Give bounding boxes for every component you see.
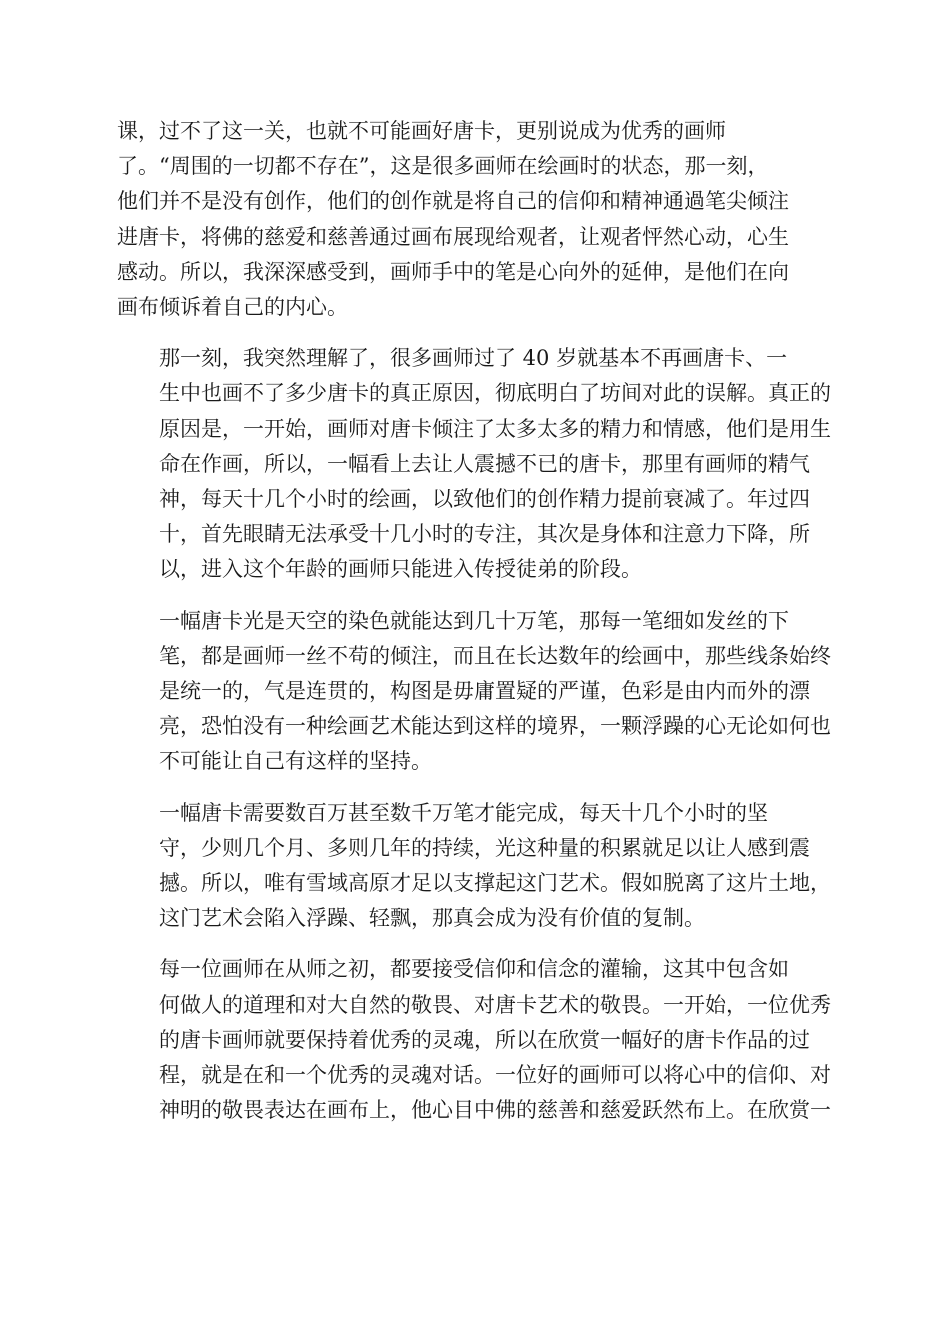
- text-line: 亮，恐怕没有一种绘画艺术能达到这样的境界，一颗浮躁的心无论如何也: [159, 714, 831, 739]
- text-line: 他们并不是没有创作，他们的创作就是将自己的信仰和精神通過笔尖倾注: [117, 189, 789, 214]
- paragraph-2: [117, 341, 835, 587]
- text-line: 程，就是在和一个优秀的灵魂对话。一位好的画师可以将心中的信仰、对: [159, 1063, 831, 1088]
- text-line: 这门艺术会陷入浮躁、轻飘，那真会成为没有价值的复制。: [159, 906, 705, 931]
- text-line: 命在作画，所以，一幅看上去让人震撼不已的唐卡，那里有画师的精气: [159, 451, 810, 476]
- text-line: 的唐卡画师就要保持着优秀的灵魂，所以在欣赏一幅好的唐卡作品的过: [159, 1027, 810, 1052]
- text-line: 何做人的道理和对大自然的敬畏、对唐卡艺术的敬畏。一开始，一位优秀: [159, 992, 831, 1017]
- text-line: 撼。所以，唯有雪域高原才足以支撑起这门艺术。假如脱离了这片土地，: [159, 871, 831, 896]
- text-line: 原因是，一开始，画师对唐卡倾注了太多太多的精力和情感，他们是用生: [159, 416, 831, 441]
- text-line: 感动。所以，我深深感受到，画师手中的笔是心向外的延伸，是他们在向: [117, 259, 789, 284]
- paragraph-5: [117, 952, 835, 1128]
- text-line: 以，进入这个年龄的画师只能进入传授徒弟的阶段。: [159, 557, 642, 582]
- paragraph-4: [117, 796, 835, 937]
- text-line: 课，过不了这一关，也就不可能画好唐卡，更别说成为优秀的画师: [117, 119, 726, 143]
- text-line: 每一位画师在从师之初，都要接受信仰和信念的灌输，这其中包含如: [159, 957, 789, 982]
- text-line: 神，每天十几个小时的绘画，以致他们的创作精力提前衰减了。年过四: [159, 487, 810, 512]
- text-line: 进唐卡，将佛的慈爱和慈善通过画布展现给观者，让观者怦然心动，心生: [117, 224, 789, 249]
- text-line: 是统一的，气是连贯的，构图是毋庸置疑的严谨，色彩是由内而外的漂: [159, 679, 810, 704]
- text-line: 那一刻，我突然理解了，很多画师过了 40 岁就基本不再画唐卡、一: [159, 346, 788, 371]
- text-line: 了。“周围的一切都不存在”，这是很多画师在绘画时的状态，那一刻，: [117, 154, 769, 179]
- text-line: 十，首先眼睛无法承受十几小时的专注，其次是身体和注意力下降，所: [159, 522, 810, 547]
- text-line: 生中也画不了多少唐卡的真正原因，彻底明白了坊间对此的误解。真正的: [159, 381, 831, 406]
- text-line: 画布倾诉着自己的内心。: [117, 295, 348, 320]
- paragraph-1: [117, 114, 835, 325]
- text-line: 笔，都是画师一丝不苟的倾注，而且在长达数年的绘画中，那些线条始终: [159, 643, 831, 668]
- paragraph-3: [117, 604, 835, 780]
- document-page: [117, 114, 835, 1144]
- text-line: 一幅唐卡光是天空的染色就能达到几十万笔，那每一笔细如发丝的下: [159, 608, 789, 633]
- text-line: 不可能让自己有这样的坚持。: [159, 749, 432, 774]
- text-line: 一幅唐卡需要数百万甚至数千万笔才能完成，每天十几个小时的坚: [159, 800, 768, 825]
- text-line: 神明的敬畏表达在画布上，他心目中佛的慈善和慈爱跃然布上。在欣赏一: [159, 1098, 831, 1123]
- text-line: 守，少则几个月、多则几年的持续，光这种量的积累就足以让人感到震: [159, 835, 810, 860]
